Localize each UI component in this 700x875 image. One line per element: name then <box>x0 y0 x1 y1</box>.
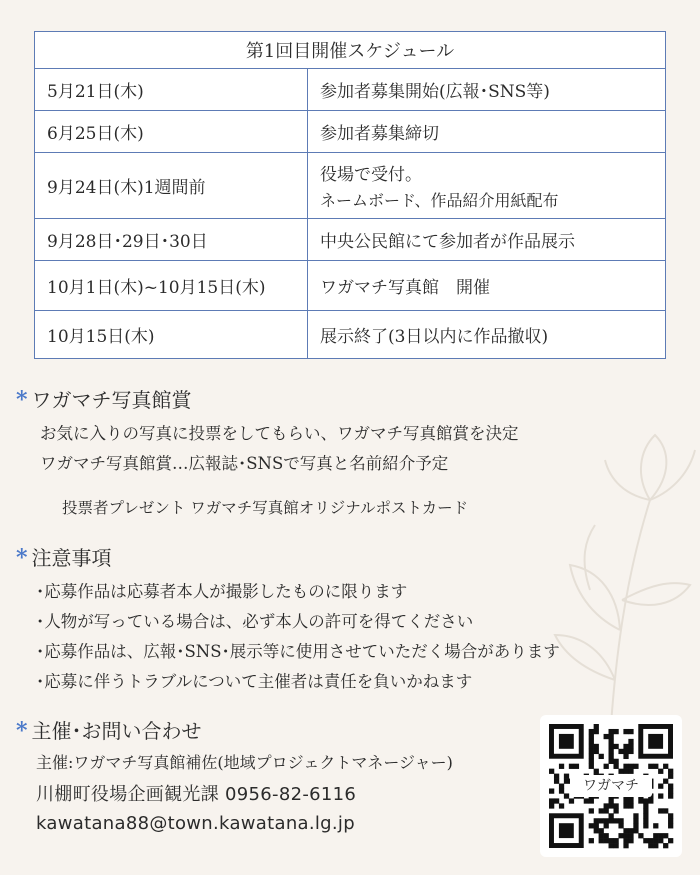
asterisk-icon: * <box>16 718 28 744</box>
table-row <box>35 153 666 219</box>
notes-heading <box>16 542 112 571</box>
asterisk-icon: * <box>16 545 28 571</box>
schedule-event: 参加者募集開始(広報･SNS等) <box>308 69 666 111</box>
table-row <box>35 69 666 111</box>
schedule-event: ワガマチ写真館 開催 <box>308 261 666 311</box>
table-row <box>35 111 666 153</box>
note-line: ･応募に伴うトラブルについて主催者は責任を負いかねます <box>36 672 473 691</box>
contact-title: 主催･お問い合わせ <box>31 719 202 743</box>
notes-title: 注意事項 <box>31 546 112 570</box>
schedule-date: 6月25日(木) <box>35 111 308 153</box>
note-line: ･人物が写っている場合は、必ず本人の許可を得てください <box>36 612 474 631</box>
table-row <box>35 219 666 261</box>
award-title: ワガマチ写真館賞 <box>31 388 192 412</box>
award-heading <box>16 384 192 413</box>
table-row <box>35 261 666 311</box>
schedule-title: 第1回目開催スケジュール <box>35 32 666 69</box>
qr-code[interactable] <box>540 715 682 857</box>
schedule-date: 9月28日･29日･30日 <box>35 219 308 261</box>
flower-illustration <box>540 380 700 740</box>
award-present: 投票者プレゼント ワガマチ写真館オリジナルポストカード <box>62 499 469 517</box>
qr-label: ワガマチ <box>570 775 652 797</box>
schedule-date: 9月24日(木)1週間前 <box>35 153 308 219</box>
award-line: お気に入りの写真に投票をしてもらい、ワガマチ写真館賞を決定 <box>40 424 519 443</box>
note-line: ･応募作品は、広報･SNS･展示等に使用させていただく場合があります <box>36 642 560 661</box>
asterisk-icon: * <box>16 387 28 413</box>
schedule-date: 10月1日(木)~10月15日(木) <box>35 261 308 311</box>
schedule-event: 展示終了(3日以内に作品撤収) <box>308 311 666 359</box>
table-row <box>35 311 666 359</box>
contact-heading <box>16 715 202 744</box>
schedule-table <box>34 31 666 359</box>
schedule-event: 参加者募集締切 <box>308 111 666 153</box>
schedule-event-sub: ネームボード、作品紹介用紙配布 <box>320 191 559 210</box>
note-line: ･応募作品は応募者本人が撮影したものに限ります <box>36 582 408 601</box>
contact-email[interactable]: kawatana88@town.kawatana.lg.jp <box>36 813 355 834</box>
schedule-event: 中央公民館にて参加者が作品展示 <box>308 219 666 261</box>
contact-office: 川棚町役場企画観光課 0956-82-6116 <box>36 784 357 805</box>
award-line: ワガマチ写真館賞…広報誌･SNSで写真と名前紹介予定 <box>40 454 449 473</box>
schedule-date: 10月15日(木) <box>35 311 308 359</box>
schedule-date: 5月21日(木) <box>35 69 308 111</box>
contact-organizer: 主催:ワガマチ写真館補佐(地域プロジェクトマネージャー) <box>36 753 453 772</box>
schedule-event: 役場で受付。 <box>320 165 422 185</box>
schedule-event-cell <box>308 153 666 219</box>
